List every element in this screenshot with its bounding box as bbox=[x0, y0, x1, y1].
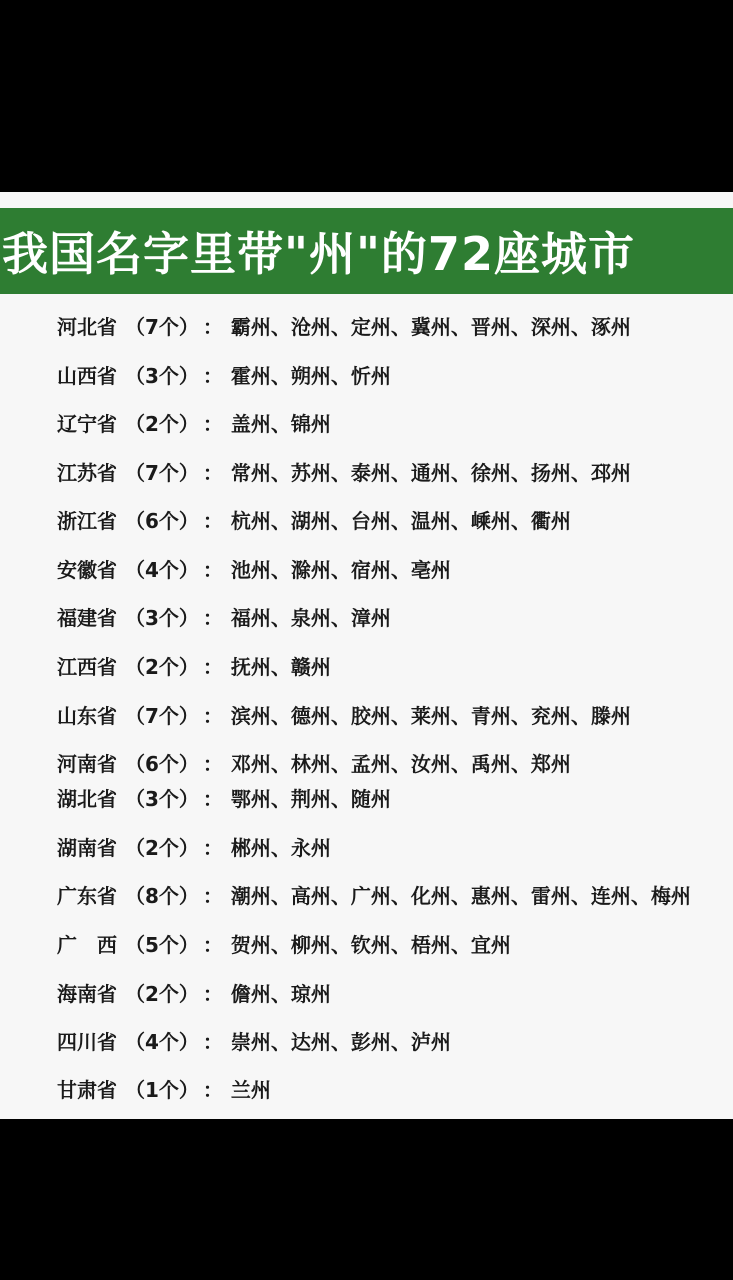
city-names: 杭州、湖州、台州、温州、嵊州、衢州 bbox=[230, 508, 571, 533]
list-item bbox=[57, 1025, 451, 1055]
city-count: （2个） bbox=[125, 981, 199, 1006]
colon: ： bbox=[202, 883, 223, 908]
colon: ： bbox=[202, 703, 223, 728]
city-names: 常州、苏州、泰州、通州、徐州、扬州、邳州 bbox=[230, 460, 631, 485]
city-count: （4个） bbox=[125, 557, 199, 582]
list-item bbox=[57, 650, 331, 680]
list-item bbox=[57, 504, 571, 534]
province-name: 四川省 bbox=[57, 1029, 117, 1054]
colon: ： bbox=[202, 508, 223, 533]
colon: ： bbox=[202, 363, 223, 388]
content-card bbox=[0, 192, 733, 1119]
province-name: 江西省 bbox=[57, 654, 117, 679]
province-name: 河北省 bbox=[57, 314, 117, 339]
province-name: 甘肃省 bbox=[57, 1077, 117, 1102]
city-count: （8个） bbox=[125, 883, 199, 908]
province-name: 湖南省 bbox=[57, 835, 117, 860]
city-count: （3个） bbox=[125, 605, 199, 630]
city-count: （1个） bbox=[125, 1077, 199, 1102]
city-count: （7个） bbox=[125, 703, 199, 728]
list-item bbox=[57, 747, 571, 777]
list-item bbox=[57, 699, 631, 729]
colon: ： bbox=[202, 786, 223, 811]
city-count: （6个） bbox=[125, 508, 199, 533]
city-count: （4个） bbox=[125, 1029, 199, 1054]
city-count: （2个） bbox=[125, 411, 199, 436]
colon: ： bbox=[202, 751, 223, 776]
city-names: 郴州、永州 bbox=[230, 835, 331, 860]
city-names: 潮州、高州、广州、化州、惠州、雷州、连州、梅州 bbox=[230, 883, 691, 908]
city-count: （3个） bbox=[125, 786, 199, 811]
city-names: 贺州、柳州、钦州、梧州、宜州 bbox=[230, 932, 511, 957]
province-name: 湖北省 bbox=[57, 786, 117, 811]
city-names: 兰州 bbox=[230, 1077, 271, 1102]
province-name: 福建省 bbox=[57, 605, 117, 630]
city-names: 鄂州、荆州、随州 bbox=[230, 786, 391, 811]
city-count: （6个） bbox=[125, 751, 199, 776]
list-item bbox=[57, 553, 451, 583]
list-item bbox=[57, 601, 391, 631]
province-name: 海南省 bbox=[57, 981, 117, 1006]
city-names: 霍州、朔州、忻州 bbox=[230, 363, 391, 388]
city-names: 滨州、德州、胶州、莱州、青州、兖州、滕州 bbox=[230, 703, 631, 728]
list-item bbox=[57, 310, 631, 340]
city-names: 盖州、锦州 bbox=[230, 411, 331, 436]
city-count: （5个） bbox=[125, 932, 199, 957]
province-name: 江苏省 bbox=[57, 460, 117, 485]
colon: ： bbox=[202, 411, 223, 436]
city-names: 崇州、达州、彭州、泸州 bbox=[230, 1029, 451, 1054]
colon: ： bbox=[202, 981, 223, 1006]
list-item bbox=[57, 456, 631, 486]
colon: ： bbox=[202, 835, 223, 860]
list-item bbox=[57, 831, 331, 861]
colon: ： bbox=[202, 1029, 223, 1054]
city-count: （2个） bbox=[125, 835, 199, 860]
province-name: 辽宁省 bbox=[57, 411, 117, 436]
province-name: 广 西 bbox=[57, 932, 117, 957]
top-black-bar bbox=[0, 0, 733, 192]
city-count: （3个） bbox=[125, 363, 199, 388]
city-count: （7个） bbox=[125, 314, 199, 339]
city-names: 霸州、沧州、定州、冀州、晋州、深州、涿州 bbox=[230, 314, 631, 339]
list-item bbox=[57, 879, 691, 909]
colon: ： bbox=[202, 460, 223, 485]
colon: ： bbox=[202, 1077, 223, 1102]
list-item bbox=[57, 1073, 271, 1103]
colon: ： bbox=[202, 654, 223, 679]
city-count: （7个） bbox=[125, 460, 199, 485]
bottom-black-bar bbox=[0, 1119, 733, 1280]
title-banner bbox=[0, 208, 733, 294]
colon: ： bbox=[202, 314, 223, 339]
province-name: 广东省 bbox=[57, 883, 117, 908]
list-item bbox=[57, 782, 391, 812]
city-names: 儋州、琼州 bbox=[230, 981, 331, 1006]
colon: ： bbox=[202, 932, 223, 957]
colon: ： bbox=[202, 605, 223, 630]
province-name: 山东省 bbox=[57, 703, 117, 728]
colon: ： bbox=[202, 557, 223, 582]
province-name: 河南省 bbox=[57, 751, 117, 776]
page-title: 我国名字里带"州"的72座城市 bbox=[2, 227, 635, 281]
province-name: 浙江省 bbox=[57, 508, 117, 533]
city-names: 邓州、林州、孟州、汝州、禹州、郑州 bbox=[230, 751, 571, 776]
list-item bbox=[57, 407, 331, 437]
province-name: 山西省 bbox=[57, 363, 117, 388]
list-item bbox=[57, 977, 331, 1007]
city-names: 抚州、赣州 bbox=[230, 654, 331, 679]
province-name: 安徽省 bbox=[57, 557, 117, 582]
city-count: （2个） bbox=[125, 654, 199, 679]
city-names: 池州、滁州、宿州、亳州 bbox=[230, 557, 451, 582]
city-names: 福州、泉州、漳州 bbox=[230, 605, 391, 630]
list-item bbox=[57, 359, 391, 389]
list-item bbox=[57, 928, 511, 958]
